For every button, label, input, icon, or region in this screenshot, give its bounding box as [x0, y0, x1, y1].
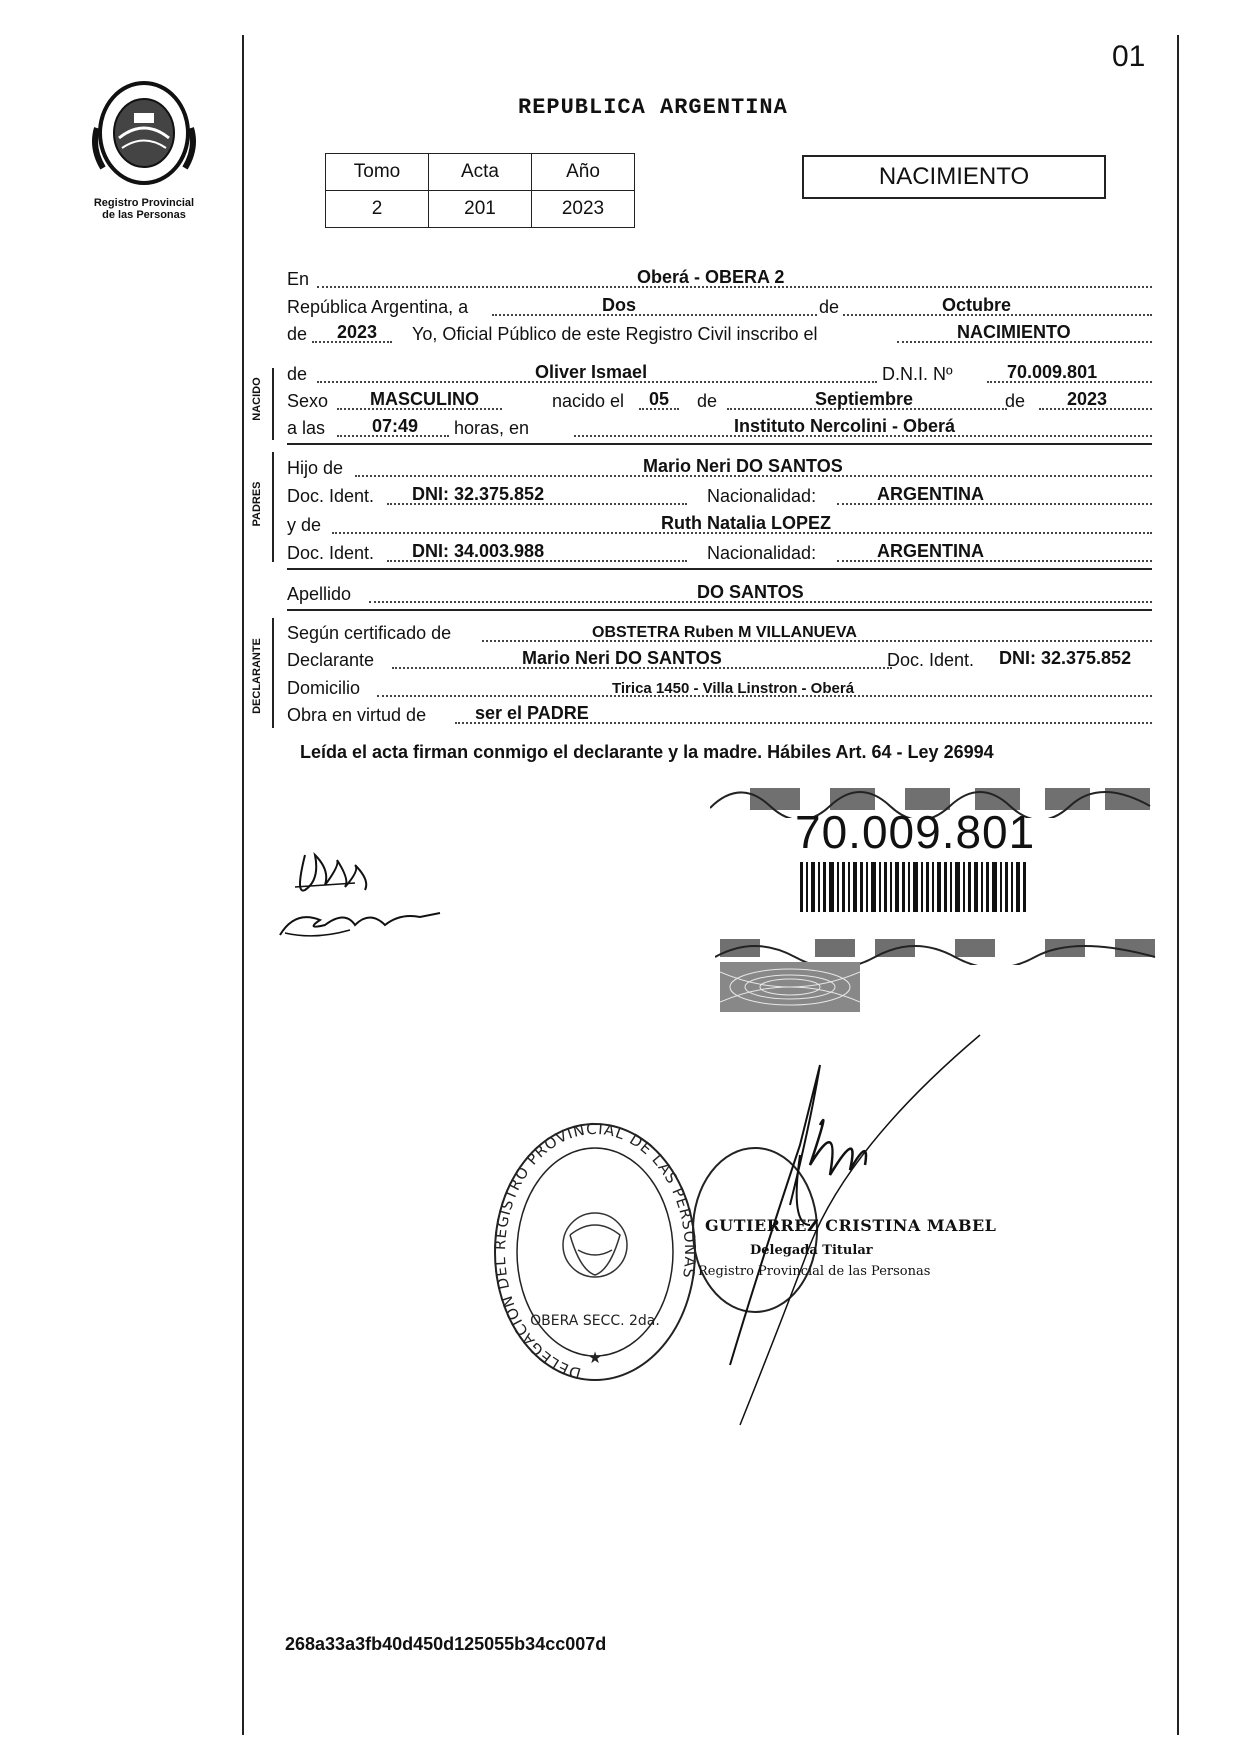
official-seal-icon — [490, 1120, 700, 1385]
label-de2: de — [287, 324, 308, 344]
value-child-name: Oliver Ismael — [535, 362, 648, 382]
value-day: Dos — [602, 295, 637, 315]
value-month: Octubre — [942, 295, 1012, 315]
left-margin-line — [242, 35, 244, 1735]
section-label-declarante: DECLARANTE — [251, 638, 263, 714]
value-birth-day: 05 — [649, 389, 670, 409]
section-bracket-nacido — [272, 368, 274, 440]
label-declarante: Declarante — [287, 650, 375, 670]
value-father-name: Mario Neri DO SANTOS — [643, 456, 843, 476]
value-birth-month: Septiembre — [815, 389, 914, 409]
section-label-nacido: NACIDO — [251, 377, 263, 421]
label-apellido: Apellido — [287, 584, 352, 604]
svg-text:DELEGACION DEL REGISTRO PROVIN — [491, 1120, 699, 1382]
logo-caption — [84, 197, 204, 221]
section-label-padres: PADRES — [251, 481, 263, 527]
row-nacido-name — [287, 363, 1152, 385]
row-mother-doc — [287, 542, 1152, 564]
page-number: 01 — [1112, 40, 1146, 73]
logo-caption-line2: de las Personas — [102, 209, 186, 221]
seal-inner-text: OBERA SECC. 2da. — [530, 1313, 660, 1329]
value-mother-name: Ruth Natalia LOPEZ — [661, 513, 832, 533]
label-nacionalidad-father: Nacionalidad: — [707, 486, 817, 506]
label-certificado: Según certificado de — [287, 623, 452, 643]
row-apellido — [287, 583, 1152, 605]
row-year-inscribo — [287, 323, 1152, 345]
value-declarante: Mario Neri DO SANTOS — [522, 648, 722, 668]
handwritten-signature-mother — [275, 825, 445, 955]
label-republica: República Argentina, a — [287, 297, 469, 317]
header-ano: Año — [532, 154, 635, 191]
separator-apellido — [287, 609, 1152, 611]
label-hijo-de: Hijo de — [287, 458, 344, 478]
value-place: Oberá - OBERA 2 — [637, 267, 785, 287]
seal-ring-text: DELEGACION DEL REGISTRO PROVINCIAL DE LAS PERSONAS — [490, 1120, 700, 1383]
label-a-las: a las — [287, 418, 326, 438]
value-sexo: MASCULINO — [370, 389, 479, 409]
value-birth-place: Instituto Nercolini - Oberá — [734, 416, 956, 436]
separator-nacido — [287, 443, 1152, 445]
header-tomo: Tomo — [326, 154, 429, 191]
value-child-dni: 70.009.801 — [1007, 362, 1098, 382]
value-inscribo: NACIMIENTO — [957, 322, 1071, 342]
stamp-role: Delegada Titular — [750, 1243, 873, 1258]
seal-star-icon: ★ — [587, 1350, 603, 1367]
separator-padres — [287, 568, 1152, 570]
header-acta: Acta — [429, 154, 532, 191]
closing-statement: Leída el acta firman conmigo el declarante y la madre. Hábiles Art. 64 - Ley 26994 — [300, 742, 994, 762]
value-ano: 2023 — [532, 191, 635, 228]
label-de: de — [819, 297, 840, 317]
record-table — [325, 153, 635, 228]
stamp-institution: Registro Provincial de las Personas — [698, 1264, 931, 1279]
row-en — [287, 268, 1152, 290]
value-obra: ser el PADRE — [475, 703, 589, 723]
record-type-box: NACIMIENTO — [802, 155, 1106, 199]
value-mother-nationality: ARGENTINA — [877, 541, 984, 561]
value-apellido: DO SANTOS — [697, 582, 804, 602]
row-declarante — [287, 649, 1152, 671]
row-obra — [287, 704, 1152, 726]
right-margin-line — [1177, 35, 1179, 1735]
label-doc-father: Doc. Ident. — [287, 486, 375, 506]
value-domicilio: Tirica 1450 - Villa Linstron - Oberá — [612, 680, 855, 697]
security-wave-bottom — [715, 935, 1160, 965]
logo-caption-line1: Registro Provincial — [93, 197, 195, 209]
large-id-number: 70.009.801 — [795, 806, 1036, 858]
label-en: En — [287, 269, 310, 289]
label-dni: D.N.I. Nº — [882, 364, 953, 384]
row-father-doc — [287, 485, 1152, 507]
row-nacido-sexo — [287, 390, 1152, 412]
label-de-year: de — [1005, 391, 1026, 411]
value-tomo: 2 — [326, 191, 429, 228]
label-inscribo: Yo, Oficial Público de este Registro Civil inscribo el — [412, 324, 818, 344]
row-y-de — [287, 514, 1152, 536]
label-sexo: Sexo — [287, 391, 329, 411]
row-certificado — [287, 622, 1152, 644]
value-acta: 201 — [429, 191, 532, 228]
registry-logo — [84, 78, 204, 228]
value-year: 2023 — [337, 322, 378, 342]
document-hash: 268a33a3fb40d450d125055b34cc007d — [285, 1634, 607, 1654]
label-horas-en: horas, en — [454, 418, 530, 438]
section-bracket-declarante — [272, 618, 274, 728]
label-y-de: y de — [287, 515, 322, 535]
security-hologram-icon — [720, 962, 860, 1012]
section-bracket-padres — [272, 452, 274, 562]
row-republica — [287, 296, 1152, 318]
value-mother-doc: DNI: 34.003.988 — [412, 541, 545, 561]
value-birth-time: 07:49 — [372, 416, 419, 436]
province-seal-icon — [89, 78, 199, 188]
row-hijo-de — [287, 457, 1152, 479]
row-nacido-hora — [287, 417, 1152, 439]
label-doc-mother: Doc. Ident. — [287, 543, 375, 563]
label-de-month: de — [697, 391, 718, 411]
handwritten-signature-official — [700, 1025, 1000, 1435]
label-domicilio: Domicilio — [287, 678, 361, 698]
value-father-doc: DNI: 32.375.852 — [412, 484, 545, 504]
value-father-nationality: ARGENTINA — [877, 484, 984, 504]
label-nacionalidad-mother: Nacionalidad: — [707, 543, 817, 563]
barcode-icon — [800, 862, 1030, 912]
label-obra: Obra en virtud de — [287, 705, 427, 725]
value-doc-declarante: DNI: 32.375.852 — [999, 648, 1132, 668]
stamp-name: GUTIERREZ CRISTINA MABEL — [705, 1216, 997, 1235]
label-de-name: de — [287, 364, 308, 384]
value-certificado: OBSTETRA Ruben M VILLANUEVA — [592, 624, 857, 641]
row-domicilio — [287, 677, 1152, 699]
label-nacido-el: nacido el — [552, 391, 625, 411]
value-birth-year: 2023 — [1067, 389, 1108, 409]
page-title: REPUBLICA ARGENTINA — [518, 95, 788, 120]
label-doc-declarante: Doc. Ident. — [887, 650, 975, 670]
